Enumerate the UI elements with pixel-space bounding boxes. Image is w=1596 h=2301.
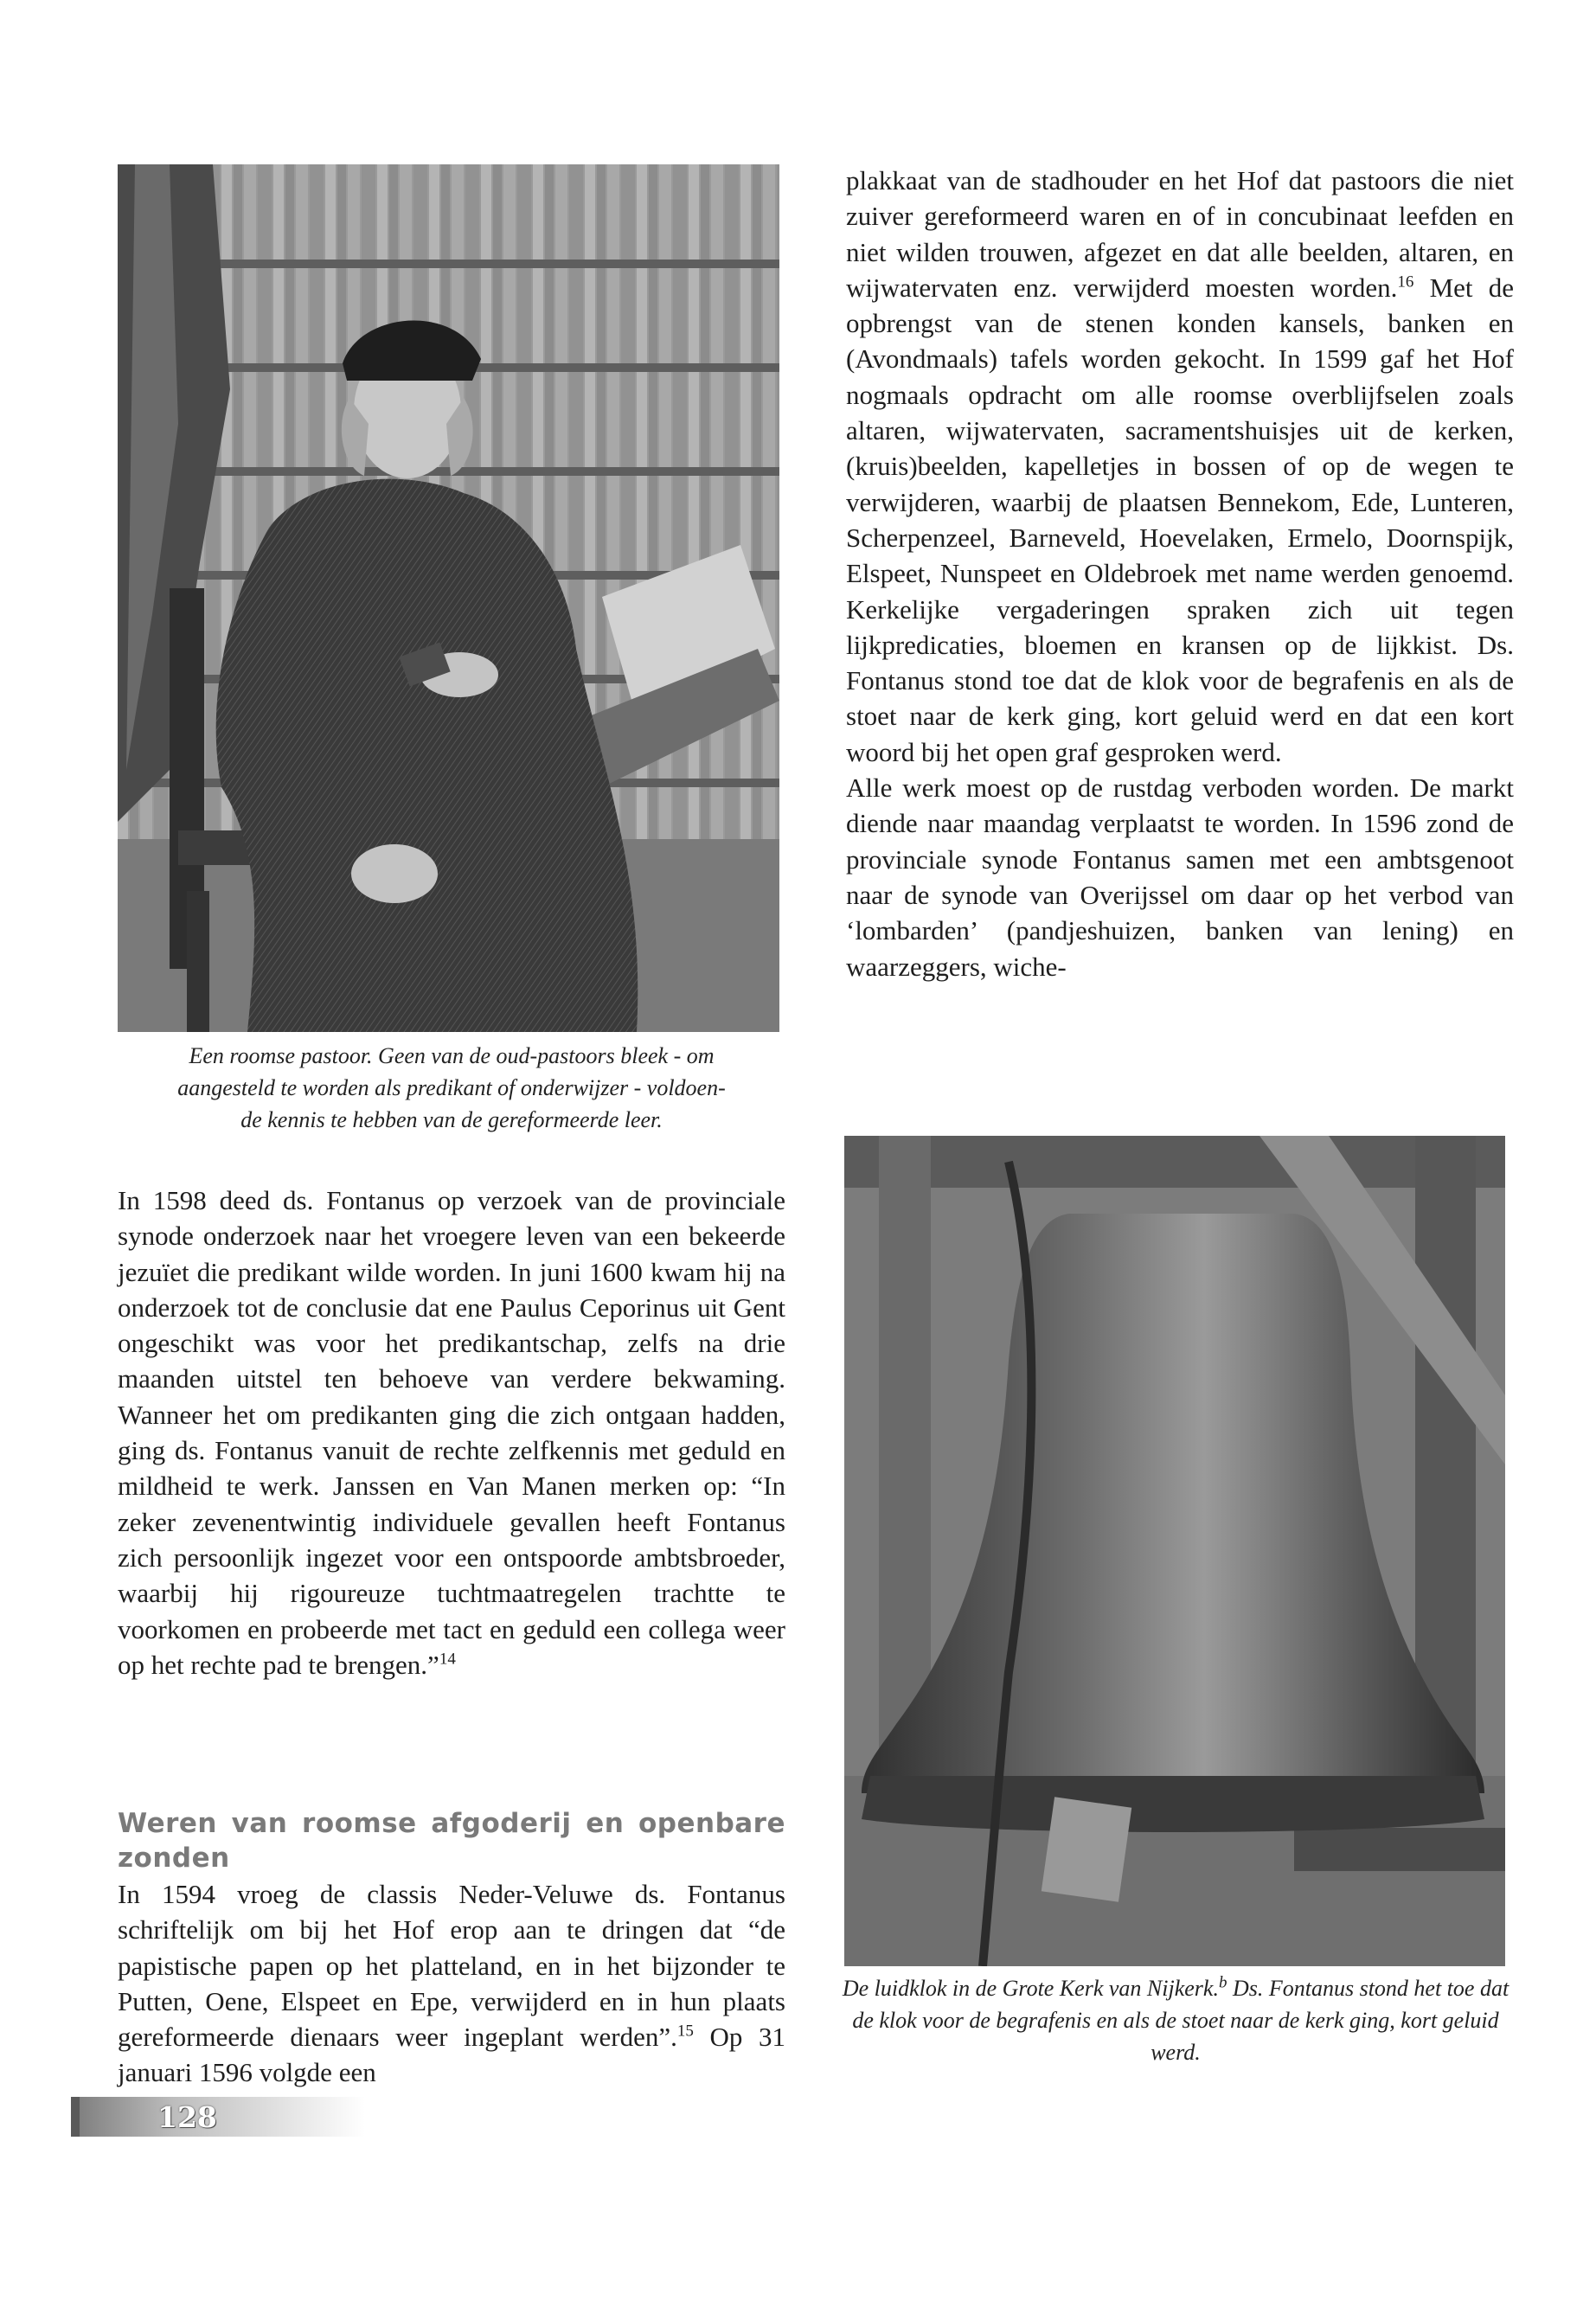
bell-photo-art	[844, 1136, 1505, 1966]
left-paragraph-2	[118, 1876, 785, 2091]
footnote-ref-15: 15	[676, 2022, 694, 2041]
right-paragraph-1-text: plakkaat van de stadhouder en het Hof dat pastoors die niet zuiver gereformeerd waren en of in concubinaat leefden en niet wilden trouwen, afgezet en dat alle beelden, altaren, en wijwatervaten enz. verwijderd moesten worden.	[846, 165, 1514, 303]
page-number: 128	[157, 2100, 217, 2134]
right-paragraph-1-tail: Met de opbrengst van de stenen konden kansels, banken en (Avondmaals) tafels worden gekocht. In 1599 gaf het Hof nogmaals opdracht om alle roomse overblijfselen zoals altaren, wijwatervaten, sacramentshuisjes uit de kerken, (kruis)beelden, kapelletjes in bossen of op de wegen te verwijderen, waarbij de plaatsen Bennekom, Ede, Lunteren, Scherpenzeel, Barneveld, Hoevelaken, Ermelo, Doornspijk, Elspeet, Nunspeet en Oldebroek met name werden genoemd. Kerkelijke vergaderingen spraken zich uit tegen lijkpredicaties, bloemen en kransen op de lijkkist. Ds. Fontanus stond toe dat de klok voor de begrafenis en als de stoet naar de kerk ging, kort geluid werd en dat een kort woord bij het open graf gesproken werd.	[846, 272, 1514, 767]
page-number-bar	[71, 2097, 365, 2137]
right-paragraph-2: Alle werk moest op de rustdag verboden worden. De markt diende naar maandag verplaatst te worden. In 1596 zond de provinciale synode Fontanus samen met een ambtsgenoot naar de synode van Overijssel om daar op het verbod van ‘lombarden’ (pandjeshuizen, banken van lening) en waarzeggers, wiche-	[846, 772, 1514, 982]
section-heading: Weren van roomse afgoderij en openbare zonden	[118, 1808, 785, 1874]
footnote-ref-b: b	[1218, 1973, 1227, 1992]
priest-caption-line-2: aangesteld te worden als predikant of onderwijzer - voldoen-	[177, 1075, 726, 1100]
left-paragraph-2-tail: Op 31 januari 1596 volgde een	[118, 2022, 785, 2088]
priest-caption	[118, 1040, 785, 1136]
left-paragraph-2-text: In 1594 vroeg de classis Neder-Veluwe ds. Fontanus schriftelijk om bij het Hof erop aan te dringen dat “de papistische papen op het platteland, en in het bijzonder te Putten, Oene, Elspeet en Epe, verwijderd en in hun plaats gereformeerde dienaars weer ingeplant werden”.	[118, 1879, 785, 2053]
bell-caption-tail: Ds. Fontanus stond het toe dat de klok voor de begrafenis en als de stoet naar de kerk ging, kort geluid werd.	[852, 1976, 1509, 2065]
bell-caption-text: De luidklok in de Grote Kerk van Nijkerk.	[842, 1976, 1219, 2001]
page-number-tick	[71, 2097, 80, 2137]
priest-engraving	[118, 164, 779, 1032]
footnote-ref-16: 16	[1397, 272, 1414, 292]
priest-caption-line-3: de kennis te hebben van de gereformeerde leer.	[240, 1107, 663, 1132]
right-paragraph-1	[846, 163, 1514, 984]
left-paragraph-1	[118, 1183, 785, 1682]
bell-photo	[844, 1136, 1505, 1966]
priest-caption-line-1: Een roomse pastoor. Geen van de oud-pastoors bleek - om	[189, 1043, 715, 1068]
bell-caption	[839, 1972, 1512, 2068]
priest-engraving-art	[118, 164, 779, 1032]
footnote-ref-14: 14	[439, 1650, 456, 1669]
left-paragraph-1-text: In 1598 deed ds. Fontanus op verzoek van de provinciale synode onderzoek naar het vroegere leven van een bekeerde jezuïet die predikant wilde worden. In juni 1600 kwam hij na onderzoek tot de conclusie dat ene Paulus Ceporinus uit Gent ongeschikt was voor het predikantschap, zelfs na drie maanden uitstel ten behoeve van verdere bekwaming. Wanneer het om predikanten ging die zich ontgaan hadden, ging ds. Fontanus vanuit de rechte zelfkennis met geduld en mildheid te werk. Janssen en Van Manen merken op: “In zeker zevenentwintig individuele gevallen heeft Fontanus zich persoonlijk ingezet voor een ontspoorde ambtsbroeder, waarbij hij rigoureuze tuchtmaatregelen trachtte te voorkomen en probeerde met tact en geduld een collega weer op het rechte pad te brengen.”	[118, 1185, 785, 1680]
